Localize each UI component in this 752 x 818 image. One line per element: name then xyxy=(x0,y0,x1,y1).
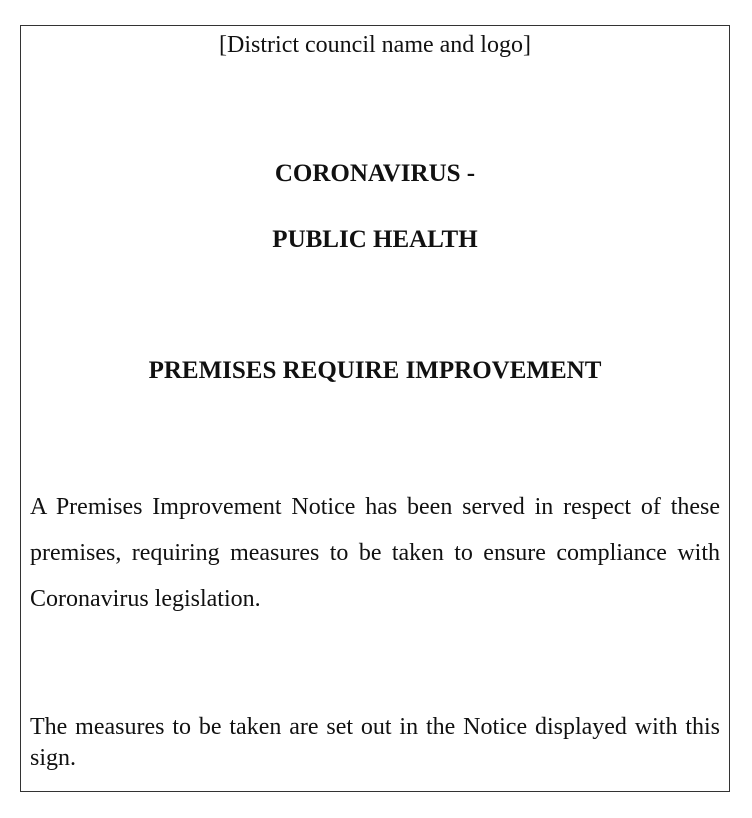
subheading-premises-require-improvement: PREMISES REQUIRE IMPROVEMENT xyxy=(148,357,602,384)
improvement-notice-paragraph: A Premises Improvement Notice has been served in respect of these premises, requiring measures to be taken to ensure compliance with Coronavirus legislation. xyxy=(30,494,720,612)
measures-paragraph: The measures to be taken are set out in the Notice displayed with this sign. xyxy=(30,714,720,771)
heading-public-health: PUBLIC HEALTH xyxy=(272,226,478,253)
heading-coronavirus: CORONAVIRUS - xyxy=(274,160,476,187)
notice-frame xyxy=(20,25,730,792)
council-name-placeholder: [District council name and logo] xyxy=(219,32,531,58)
